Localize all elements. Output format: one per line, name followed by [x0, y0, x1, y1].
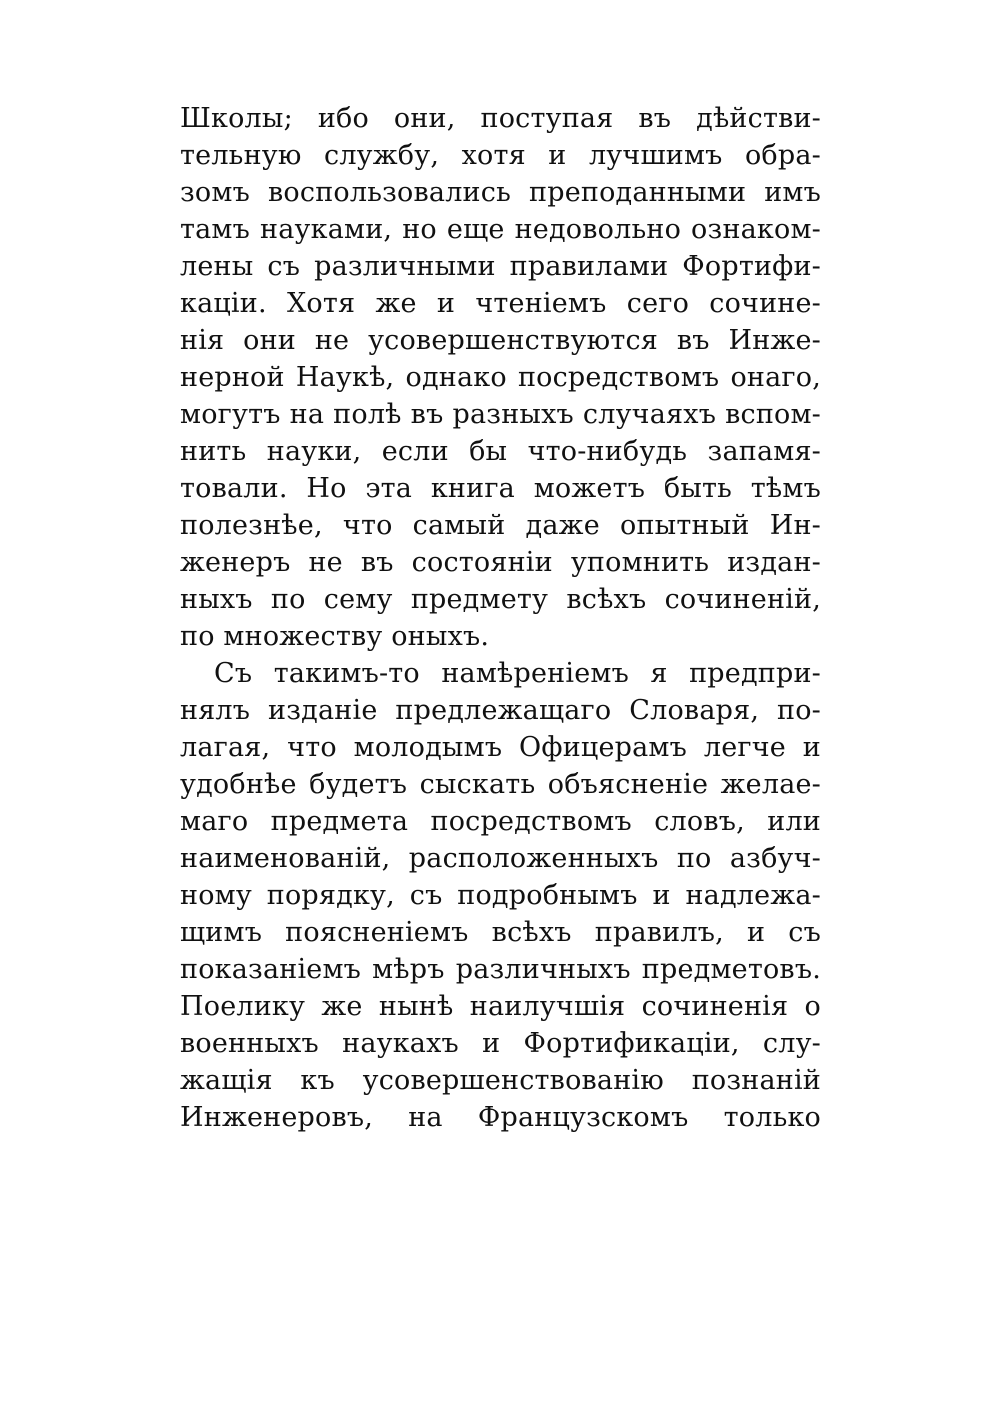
text-line: военныхъ наукахъ и Фортификаціи, слу- [180, 1028, 821, 1059]
text-line: Поелику же нынѣ наилучшія сочиненія о [180, 991, 821, 1022]
text-line: жащія къ усовершенствованію познаній [180, 1065, 821, 1096]
text-line: ному порядку, съ подробнымъ и надлежа- [180, 880, 821, 911]
text-line: тельную службу, хотя и лучшимъ обра- [180, 140, 821, 171]
paragraph-start-line: Съ такимъ-то намѣреніемъ я предпри- [214, 658, 821, 689]
text-line: нялъ изданіе предлежащаго Словаря, по- [180, 695, 821, 726]
text-line: зомъ воспользовались преподанными имъ [180, 177, 821, 208]
text-line: маго предмета посредствомъ словъ, или [180, 806, 821, 837]
text-line: наименованій, расположенныхъ по азбуч- [180, 843, 821, 874]
text-line: нія они не усовершенствуются въ Инже- [180, 325, 821, 356]
text-line: женеръ не въ состояніи упомнить издан- [180, 547, 821, 578]
text-line: полезнѣе, что самый даже опытный Ин- [180, 510, 821, 541]
text-line: удобнѣе будетъ сыскать объясненіе желае- [180, 769, 821, 800]
text-line: нить науки, если бы что-нибудь запамя- [180, 436, 821, 467]
text-line: товали. Но эта книга можетъ быть тѣмъ [180, 473, 821, 504]
paragraph-end-line: по множеству оныхъ. [180, 621, 490, 652]
text-line: лагая, что молодымъ Офицерамъ легче и [180, 732, 821, 763]
text-line: могутъ на полѣ въ разныхъ случаяхъ вспом- [180, 399, 821, 430]
text-line: каціи. Хотя же и чтеніемъ сего сочине- [180, 288, 821, 319]
text-line: Школы; ибо они, поступая въ дѣйстви- [180, 103, 821, 134]
text-line: ныхъ по сему предмету всѣхъ сочиненій, [180, 584, 821, 615]
text-line: тамъ науками, но еще недовольно ознаком- [180, 214, 821, 245]
text-line: Инженеровъ, на Французскомъ только [180, 1102, 821, 1133]
body-text [180, 100, 821, 1136]
text-line: нерной Наукѣ, однако посредствомъ онаго, [180, 362, 821, 393]
text-line: показаніемъ мѣръ различныхъ предметовъ. [180, 954, 821, 985]
text-line: щимъ поясненіемъ всѣхъ правилъ, и съ [180, 917, 821, 948]
text-line: лены съ различными правилами Фортифи- [180, 251, 821, 282]
